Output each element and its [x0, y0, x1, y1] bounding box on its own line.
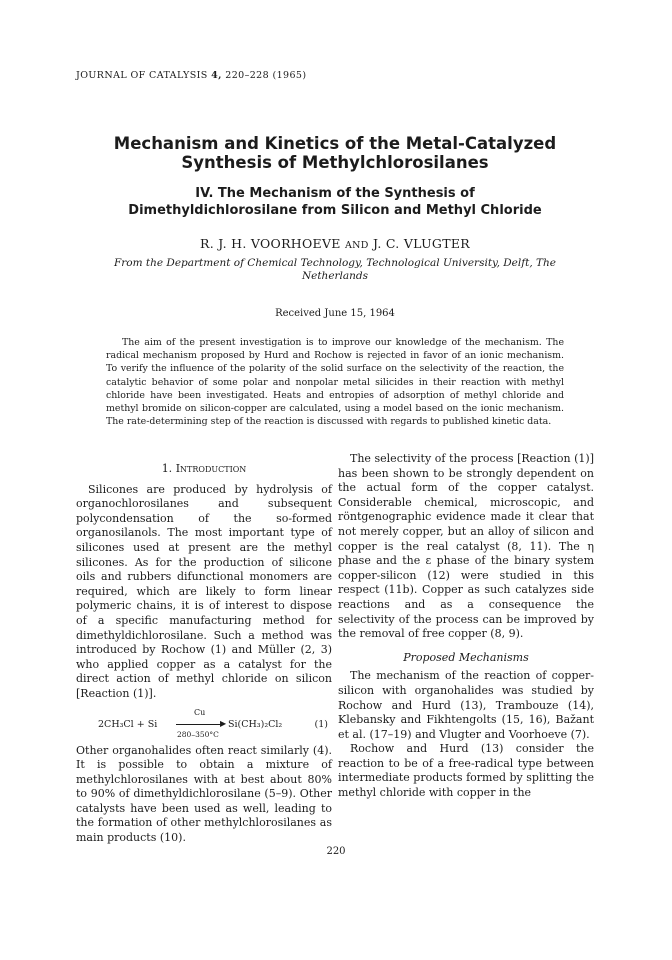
reaction-number: (1) — [314, 718, 328, 730]
reaction-conditions: 280–350°C — [177, 729, 219, 739]
intro-paragraph-1: Silicones are produced by hydrolysis of organochlorosilanes and subsequent polycondensation of the so-formed organosilanols. The most important type of silicones used at present are the methyl silicones. As for the production of silicone oils and rubbers difunctional monomers are required, which are likely to form linear polymeric chains, it is of interest to dispose of a specific manufacturing method for dimethyldichlorosilane. Such a method was introduced by Rochow (1) and Müller (2, 3) who applied copper as a catalyst for the direct action of methyl chloride on silicon [Reaction (1)]. — [76, 482, 332, 700]
journal-pages: 220–228 (1965) — [225, 70, 307, 81]
reaction-equation — [76, 704, 332, 742]
reaction-reactants: 2CH₃Cl + Si — [98, 718, 158, 730]
abstract: The aim of the present investigation is to improve our knowledge of the mechanism. The radical mechanism proposed by Hurd and Rochow is rejected in favor of an ionic mechanism. To verify the influence of the polarity of the solid surface on the selectivity of the reaction, the catalytic behavior of some polar and nonpolar metal silicides in their reaction with methyl chloride have been investigated. Heats and entropies of adsorption of methyl chloride and methyl bromide on silicon-copper are calculated, using a model based on the ionic mechanism. The rate-determining step of the reaction is discussed with regards to published kinetic data. — [106, 337, 564, 428]
intro-heading — [76, 462, 332, 477]
paper-subtitle: IV. The Mechanism of the Synthesis of Dimethyldichlorosilane from Silicon and Methyl Chloride — [128, 186, 542, 218]
reaction-arrowhead-icon: ▶ — [220, 718, 227, 728]
page-number: 220 — [326, 846, 346, 857]
author-1: R. J. H. VOORHOEVE — [200, 236, 341, 251]
author-line — [90, 236, 580, 251]
author-conjunction: AND — [345, 240, 369, 251]
intro-heading-text: Introduction — [175, 462, 247, 475]
journal-citation — [76, 70, 306, 81]
reaction-catalyst: Cu — [194, 707, 206, 717]
intro-paragraph-2: Other organohalides often react similarly (4). It is possible to obtain a mixture of methylchlorosilanes with at best about 80% to 90% of dimethyldichlorosilane (5–9). Other catalysts have been used as well, leading to the formation of other methylchlorosilanes as main products (10). — [76, 743, 332, 845]
left-column — [76, 452, 332, 846]
selectivity-paragraph: The selectivity of the process [Reaction (1)] has been shown to be strongly dependent on the actual form of the copper catalyst. Considerable chemical, microscopic, and röntgenographic evidence made it clear that not merely copper, but an alloy of silicon and copper is the real catalyst (8, 11). The η phase and the ε phase of the binary system copper-silicon (12) were studied in this respect (11b). Copper as such catalyzes side reactions and as a consequence the selectivity of the process can be improved by the removal of free copper (8, 9). — [338, 452, 594, 641]
mechanisms-paragraph-2: Rochow and Hurd (13) consider the reaction to be of a free-radical type between intermediate products formed by splitting the methyl chloride with copper in the — [338, 742, 594, 800]
reaction-arrow — [176, 724, 224, 725]
affiliation: From the Department of Chemical Technology, Technological University, Delft, The Netherlands — [113, 257, 557, 282]
proposed-mechanisms-heading: Proposed Mechanisms — [403, 650, 529, 664]
received-date: Received June 15, 1964 — [275, 308, 395, 319]
paper-title: Mechanism and Kinetics of the Metal-Catalyzed Synthesis of Methylchlorosilanes — [113, 134, 557, 172]
reaction-product: Si(CH₃)₂Cl₂ — [228, 718, 283, 730]
mechanisms-paragraph-1: The mechanism of the reaction of copper-silicon with organohalides was studied by Rochow and Hurd (13), Trambouze (14), Klebansky and Fikhtengolts (15, 16), Bažant et al. (17–19) and Vlugter and Voorhoeve (7). — [338, 669, 594, 741]
journal-name: JOURNAL OF CATALYSIS — [76, 70, 208, 81]
journal-volume: 4, — [211, 70, 222, 81]
intro-heading-number: 1. — [161, 462, 173, 475]
author-2: J. C. VLUGTER — [373, 236, 470, 251]
right-column — [338, 452, 594, 801]
